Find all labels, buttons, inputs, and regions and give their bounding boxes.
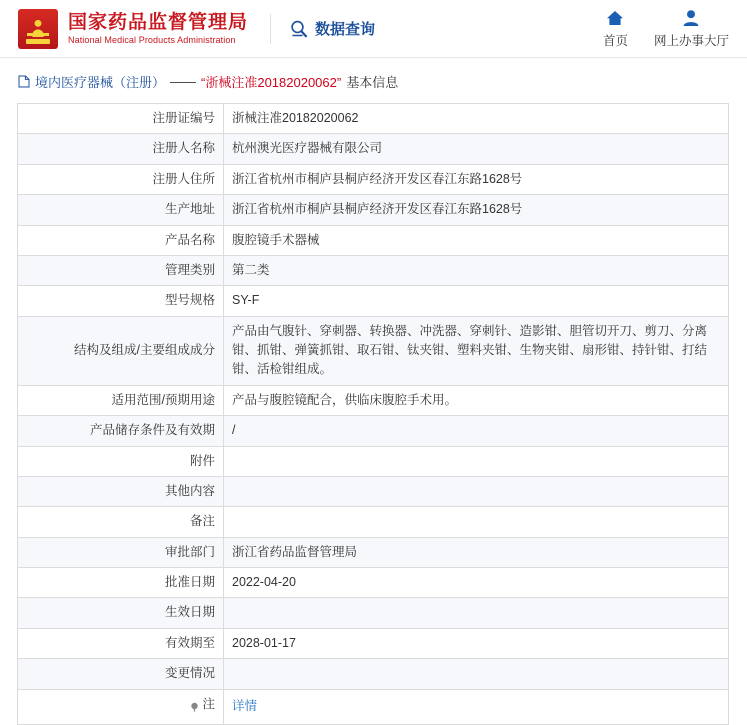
- row-value: 杭州澳光医疗器械有限公司: [224, 134, 729, 164]
- table-row: [18, 537, 729, 567]
- row-value: 产品由气腹针、穿刺器、转换器、冲洗器、穿刺针、造影钳、胆管切开刀、剪刀、分离钳、抓钳、弹簧抓钳、取石钳、钛夹钳、塑料夹钳、生物夹钳、扇形钳、持针钳、打结钳、活检钳组成。: [224, 316, 729, 385]
- nav-item-home-label: 首页: [602, 34, 628, 48]
- user-icon: [681, 8, 701, 28]
- row-key: 适用范围/预期用途: [18, 385, 224, 415]
- table-row: [18, 134, 729, 164]
- table-row: [18, 385, 729, 415]
- header-divider: [270, 14, 271, 44]
- row-key: 注册证编号: [18, 104, 224, 134]
- row-value: 浙江省杭州市桐庐县桐庐经济开发区春江东路1628号: [224, 195, 729, 225]
- nav-item-home[interactable]: [603, 8, 628, 49]
- national-emblem-icon: [18, 9, 58, 49]
- table-row: [18, 598, 729, 628]
- row-key: 管理类别: [18, 255, 224, 285]
- row-key: 审批部门: [18, 537, 224, 567]
- table-row-note: [18, 689, 729, 724]
- row-value: SY-F: [224, 286, 729, 316]
- row-value: [224, 507, 729, 537]
- row-value: [224, 446, 729, 476]
- row-key: 生产地址: [18, 195, 224, 225]
- table-row: [18, 446, 729, 476]
- row-key: 批准日期: [18, 568, 224, 598]
- row-key: 有效期至: [18, 628, 224, 658]
- table-row: [18, 507, 729, 537]
- note-key-label: 注: [202, 696, 215, 711]
- row-key: 变更情况: [18, 659, 224, 689]
- table-row: [18, 195, 729, 225]
- table-row: [18, 659, 729, 689]
- row-value: [224, 659, 729, 689]
- document-icon: [18, 75, 30, 88]
- page-header: [0, 0, 747, 58]
- data-query-label: 数据查询: [315, 21, 376, 38]
- table-row: [18, 628, 729, 658]
- breadcrumb-separator: ——: [170, 74, 197, 89]
- row-value: 腹腔镜手术器械: [224, 225, 729, 255]
- row-value: 浙江省药品监督管理局: [224, 537, 729, 567]
- row-key: 产品储存条件及有效期: [18, 416, 224, 446]
- breadcrumb-category[interactable]: 境内医疗器械（注册）: [35, 75, 166, 90]
- row-key: 备注: [18, 507, 224, 537]
- home-icon: [605, 8, 625, 28]
- row-value: 第二类: [224, 255, 729, 285]
- table-row: [18, 416, 729, 446]
- table-row: [18, 476, 729, 506]
- table-row: [18, 164, 729, 194]
- row-key: 型号规格: [18, 286, 224, 316]
- registration-info-table: [17, 103, 729, 725]
- table-row: [18, 568, 729, 598]
- magnifier-icon: [289, 19, 309, 39]
- row-key: 生效日期: [18, 598, 224, 628]
- row-value: [224, 476, 729, 506]
- table-row: [18, 255, 729, 285]
- breadcrumb-record: “浙械注准20182020062”: [201, 75, 342, 90]
- data-query-button[interactable]: [289, 18, 375, 39]
- table-row: [18, 104, 729, 134]
- table-body: [18, 104, 729, 725]
- row-value: 浙械注准20182020062: [224, 104, 729, 134]
- row-value: 浙江省杭州市桐庐县桐庐经济开发区春江东路1628号: [224, 164, 729, 194]
- row-value: 2022-04-20: [224, 568, 729, 598]
- organization-brand: [68, 12, 248, 46]
- nav-item-service-hall-label: 网上办事大厅: [653, 34, 729, 48]
- row-key: 附件: [18, 446, 224, 476]
- note-key-cell: [18, 689, 224, 724]
- table-row: [18, 225, 729, 255]
- row-value: /: [224, 416, 729, 446]
- row-key: 注册人住所: [18, 164, 224, 194]
- organization-name-cn: 国家药品监督管理局: [68, 11, 249, 33]
- table-row: [18, 316, 729, 385]
- note-value-cell: [224, 689, 729, 724]
- row-value: [224, 598, 729, 628]
- breadcrumb: [0, 58, 747, 101]
- row-key: 产品名称: [18, 225, 224, 255]
- breadcrumb-tail: 基本信息: [346, 75, 399, 90]
- pin-icon: [190, 699, 199, 709]
- row-key: 其他内容: [18, 476, 224, 506]
- table-row: [18, 286, 729, 316]
- nav-item-service-hall[interactable]: [654, 8, 729, 49]
- detail-link[interactable]: 详情: [232, 698, 258, 713]
- row-value: 产品与腹腔镜配合，供临床腹腔手术用。: [224, 385, 729, 415]
- header-nav: [603, 8, 733, 49]
- row-value: 2028-01-17: [224, 628, 729, 658]
- row-key: 注册人名称: [18, 134, 224, 164]
- organization-name-en: National Medical Products Administration: [68, 35, 236, 46]
- row-key: 结构及组成/主要组成成分: [18, 316, 224, 385]
